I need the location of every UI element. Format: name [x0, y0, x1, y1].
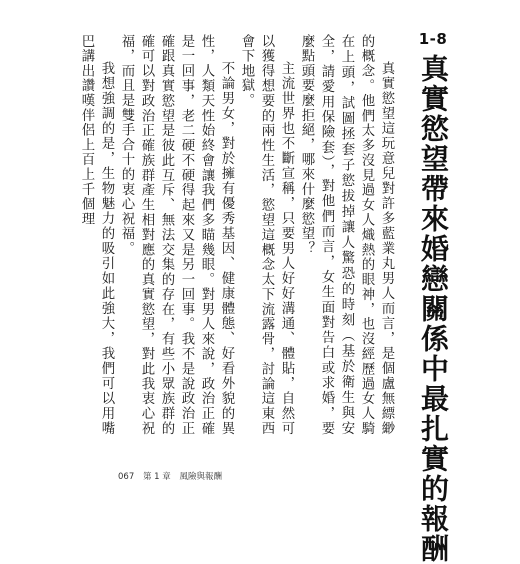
section-title: 真實慾望帶來婚戀關係中最扎實的報酬 — [417, 54, 450, 564]
paragraph: 我想強調的是，生物魅力的吸引如此強大，我們可以用嘴巴講出讚嘆伴侶上百上千個理 — [79, 34, 114, 436]
paragraph: 不論男女，對於擁有優秀基因、健康體態、好看外貌的異性，人類天性始終會讓我們多瞄幾眼。對男人來說，政治正確是一回事，老二硬不硬得起來又是另一回事。我不是說政治正確跟真實慾望是彼此互斥、無法交集的存在，有些小眾族群的確可以對政治正確族群產生相對應的真實慾望，對此我衷心祝福，而且是雙手合十的衷心祝福。 — [119, 34, 234, 436]
body-text — [79, 34, 396, 436]
chapter-title: 風險與報酬 — [179, 472, 222, 482]
section-heading — [414, 30, 452, 564]
paragraph: 主流世界也不斷宣稱，只要男人好好溝通、體貼，自然可以獲得想要的兩性生活，慾望這概念太下流露骨，討論這東西會下地獄。 — [239, 34, 294, 436]
page-number: 067 — [118, 472, 135, 482]
page-footer — [118, 470, 228, 482]
paragraph: 真實慾望這玩意兒對許多藍業丸男人而言，是個盧無縹緲的概念。他們太多沒見過女人熾熱的眼神，也沒經歷過女人騎在上頭，試圖拯套子慾拔掉讓人驚恐的時刻（基於衛生與安全，請愛用保險套），對他們而言，女生面對告白或求婚，要麼點頭要麼拒絕，哪來什麼慾望？ — [299, 34, 394, 436]
section-number: 1-8 — [418, 30, 448, 48]
chapter-label: 第 1 章 — [142, 472, 171, 482]
